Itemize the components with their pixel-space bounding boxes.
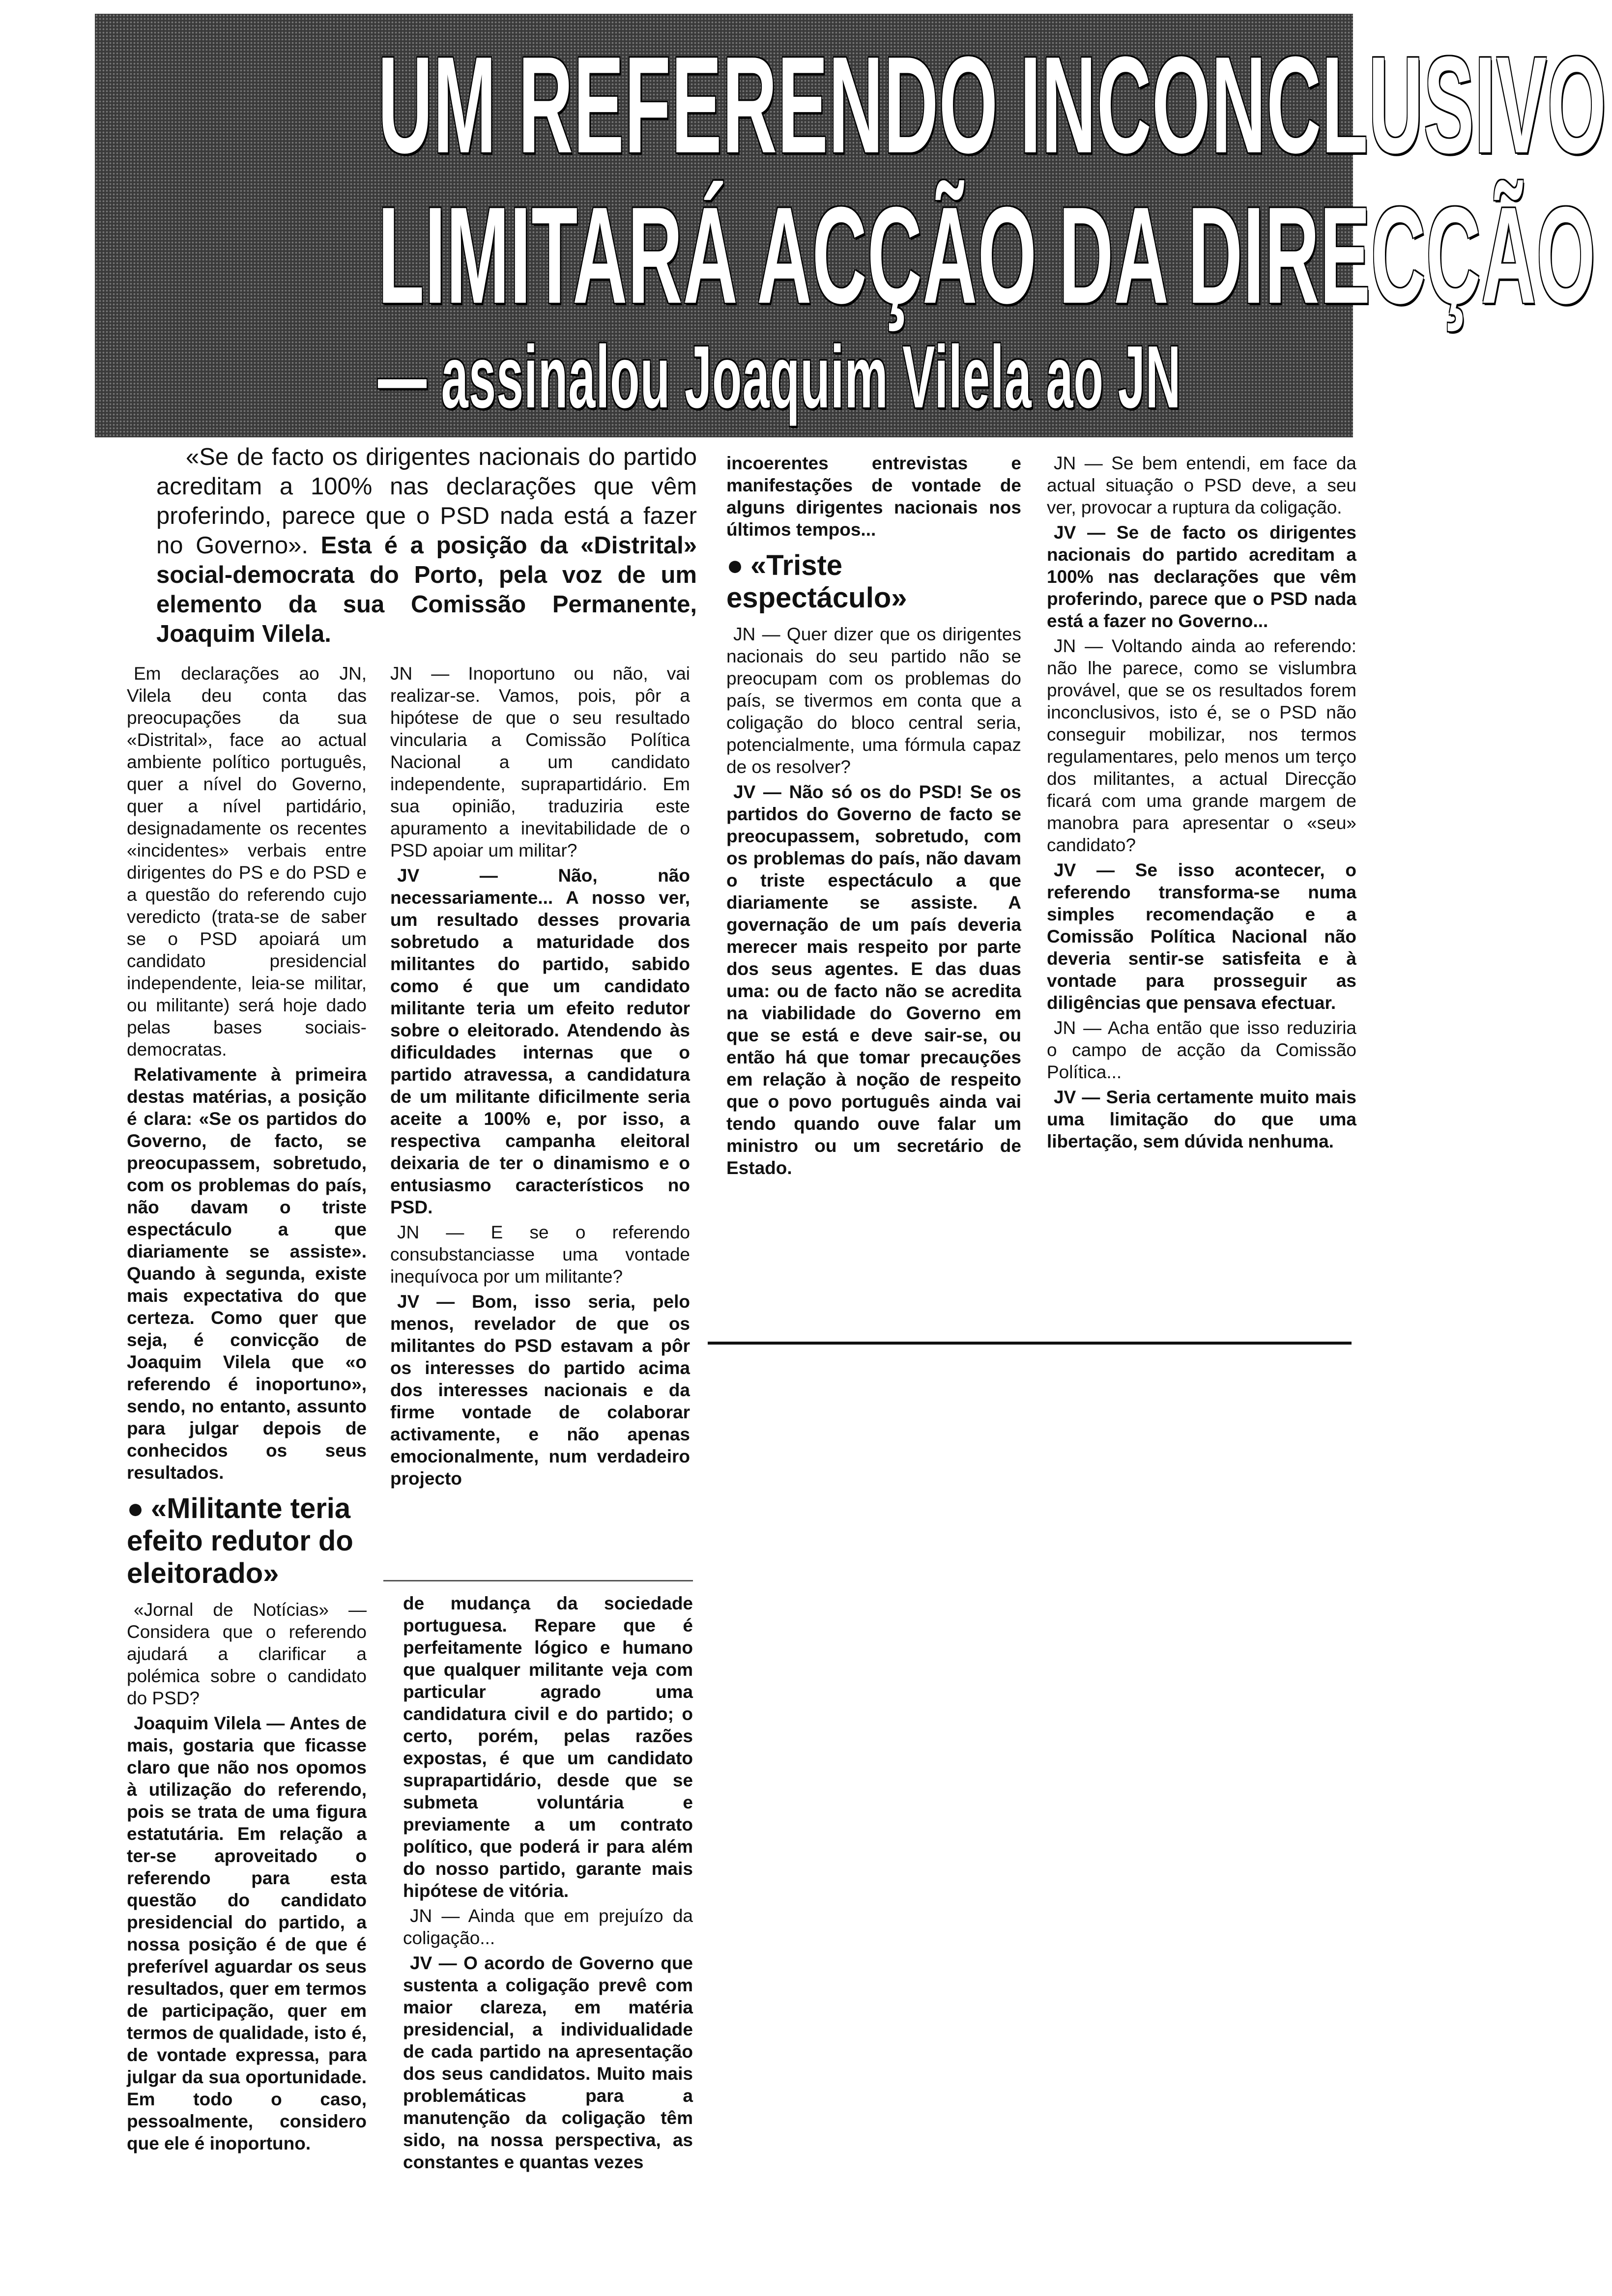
col3-subhead (726, 549, 1021, 614)
lead-text: «Se de facto os dirigentes nacionais do partido acreditam a 100% nas declarações que vêm proferindo, parece que o PSD nada está a fazer no Governo». (156, 444, 697, 559)
col2b-paragraph-2: JN — Ainda que em prejuízo da coligação... (403, 1906, 693, 1948)
col1-paragraph-1: Em declarações ao JN, Vilela deu conta das preocupações da sua «Distrital», face ao actual ambiente político português, quer a nível do Governo, quer a nível partidário, designadamente os recentes «incidentes» verbais entre dirigentes do PS e do PSD e a questão do referendo cujo veredicto (trata-se de saber se o PSD apoiará um candidato presidencial independente, leia-se militar, ou militante) será hoje dado pelas bases sociais-democratas. (127, 663, 367, 1060)
article-column-4 (1047, 452, 1356, 1337)
article-column-3 (726, 452, 1021, 1337)
col4-paragraph-2: JV — Se de facto os dirigentes nacionais do partido acreditam a 100% nas declarações que vêm proferindo, parece que o PSD nada está a fazer no Governo... (1047, 522, 1356, 631)
col2-paragraph-4: JV — Bom, isso seria, pelo menos, revelador de que os militantes do PSD estavam a pôr os interesses do partido acima dos interesses nacionais e da firme vontade de colaborar activamente, e não apenas emocionalmente, num verdadeiro projecto (390, 1292, 690, 1489)
headline-line-2: LIMITARÁ ACÇÃO DA DIRECÇÃO (378, 179, 1596, 332)
article-column-2-bottom (403, 1592, 693, 2280)
column-divider-rule (383, 1580, 693, 1581)
article-end-rule (708, 1342, 1352, 1345)
col2b-paragraph-3: JV — O acordo de Governo que sustenta a coligação prevê com maior clareza, em matéria presidencial, a individualidade de cada partido na apresentação dos seus candidatos. Muito mais problemáticas para a manutenção da coligação têm sido, na nossa perspectiva, as constantes e quantas vezes (403, 1953, 693, 2172)
col3-paragraph-2: JN — Quer dizer que os dirigentes nacionais do seu partido não se preocupam com os problemas do país, se tivermos em conta que a coligação do bloco central seria, potencialmente, uma fórmula capaz de os resolver? (726, 624, 1021, 777)
col1-paragraph-2: Relativamente à primeira destas matérias, a posição é clara: «Se os partidos do Governo, de facto, se preocupassem, sobretudo, com os problemas do país, não davam o triste espectáculo a que diariamente se assiste». Quando à segunda, existe mais expectativa do que certeza. Como quer que seja, é convicção de Joaquim Vilela que «o referendo é inoportuno», sendo, no entanto, assunto para julgar depois de conhecidos os seus resultados. (127, 1064, 367, 1483)
lead-bold-text: Esta é a posição da «Distrital» social-democrata do Porto, pela voz de um elemento da sua Comissão Permanente, Joaquim Vilela. (156, 532, 697, 647)
headline-line-1: UM REFERENDO INCONCLUSIVO (378, 29, 1607, 182)
col3-subhead-text: «Triste espectáculo» (726, 549, 907, 614)
col2b-paragraph-1: de mudança da sociedade portuguesa. Repare que é perfeitamente lógico e humano que qualquer militante veja com particular agrado uma candidatura civil e do partido; o certo, porém, pelas razões expostas, é que um candidato suprapartidário, desde que se submeta voluntária e previamente a um contrato político, que poderá ir para além do nosso partido, garante mais hipótese de vitória. (403, 1593, 693, 1901)
col4-paragraph-6: JV — Seria certamente muito mais uma limitação do que uma libertação, sem dúvida nenhuma. (1047, 1087, 1356, 1151)
col3-paragraph-1: incoerentes entrevistas e manifestações de vontade de alguns dirigentes nacionais nos últimos tempos... (726, 453, 1021, 540)
article-column-1 (127, 662, 367, 2153)
headline-byline: — assinalou Joaquim Vilela ao JN (378, 328, 1181, 427)
col1-paragraph-3: «Jornal de Notícias» — Considera que o referendo ajudará a clarificar a polémica sobre o candidato do PSD? (127, 1600, 367, 1708)
col3-paragraph-3: JV — Não só os do PSD! Se os partidos do Governo de facto se preocupassem, sobretudo, com os problemas do país, não davam o triste espectáculo a que diariamente se assiste. A governação de um país deveria merecer mais respeito por parte dos seus agentes. E das duas uma: ou de facto não se acredita na viabilidade do Governo em que se está e deve sair-se, ou então há que tomar precauções em relação à noção de respeito que o povo português ainda vai tendo quando ouve falar um ministro ou um secretário de Estado. (726, 782, 1021, 1178)
col2-paragraph-2: JV — Não, não necessariamente... A nosso ver, um resultado desses provaria sobretudo a maturidade dos militantes do partido, sabido como é que um candidato militante teria um efeito redutor sobre o eleitorado. Atendendo às dificuldades internas que o partido atravessa, a candidatura de um militante dificilmente seria aceite a 100% e, por isso, a respectiva campanha eleitoral deixaria de ter o dinamismo e o entusiasmo característicos no PSD. (390, 865, 690, 1217)
col2-paragraph-1: JN — Inoportuno ou não, vai realizar-se. Vamos, pois, pôr a hipótese de que o seu resultado vincularia a Comissão Política Nacional a um candidato independente, suprapartidário. Em sua opinião, traduziria este apuramento a inevitabilidade de o PSD apoiar um militar? (390, 663, 690, 861)
col1-paragraph-4: Joaquim Vilela — Antes de mais, gostaria que ficasse claro que não nos opomos à utilização do referendo, pois se trata de uma figura estatutária. Em relação a ter-se aproveitado o referendo para esta questão do candidato presidencial do partido, a nossa posição é de que é preferível aguardar os seus resultados, quer em termos de participação, quer em termos de qualidade, isto é, de vontade expressa, para julgar da sua oportunidade. Em todo o caso, pessoalmente, considero que ele é inoportuno. (127, 1713, 367, 2153)
col1-subhead (127, 1492, 367, 1590)
col1-subhead-text: «Militante teria efeito redutor do eleitorado» (127, 1492, 353, 1589)
article-column-2-top (390, 662, 690, 1564)
bullet-icon: ● (726, 549, 744, 581)
headline-banner (95, 14, 1607, 437)
lead-paragraph (156, 442, 697, 654)
col4-paragraph-4: JV — Se isso acontecer, o referendo transforma-se numa simples recomendação e a Comissão Política Nacional não deveria sentir-se satisfeita e à vontade para prosseguir as diligências que pensava efectuar. (1047, 860, 1356, 1013)
col4-paragraph-1: JN — Se bem entendi, em face da actual situação o PSD deve, a seu ver, provocar a ruptura da coligação. (1047, 453, 1356, 517)
bullet-icon: ● (127, 1492, 144, 1524)
col4-paragraph-5: JN — Acha então que isso reduziria o campo de acção da Comissão Política... (1047, 1018, 1356, 1082)
col2-paragraph-3: JN — E se o referendo consubstanciasse uma vontade inequívoca por um militante? (390, 1222, 690, 1287)
col4-paragraph-3: JN — Voltando ainda ao referendo: não lhe parece, como se vislumbra provável, que se os resultados forem inconclusivos, isto é, se o PSD não conseguir mobilizar, nos termos regulamentares, pelo menos um terço dos militantes, a actual Direcção ficará com uma grande margem de manobra para apresentar o «seu» candidato? (1047, 636, 1356, 855)
